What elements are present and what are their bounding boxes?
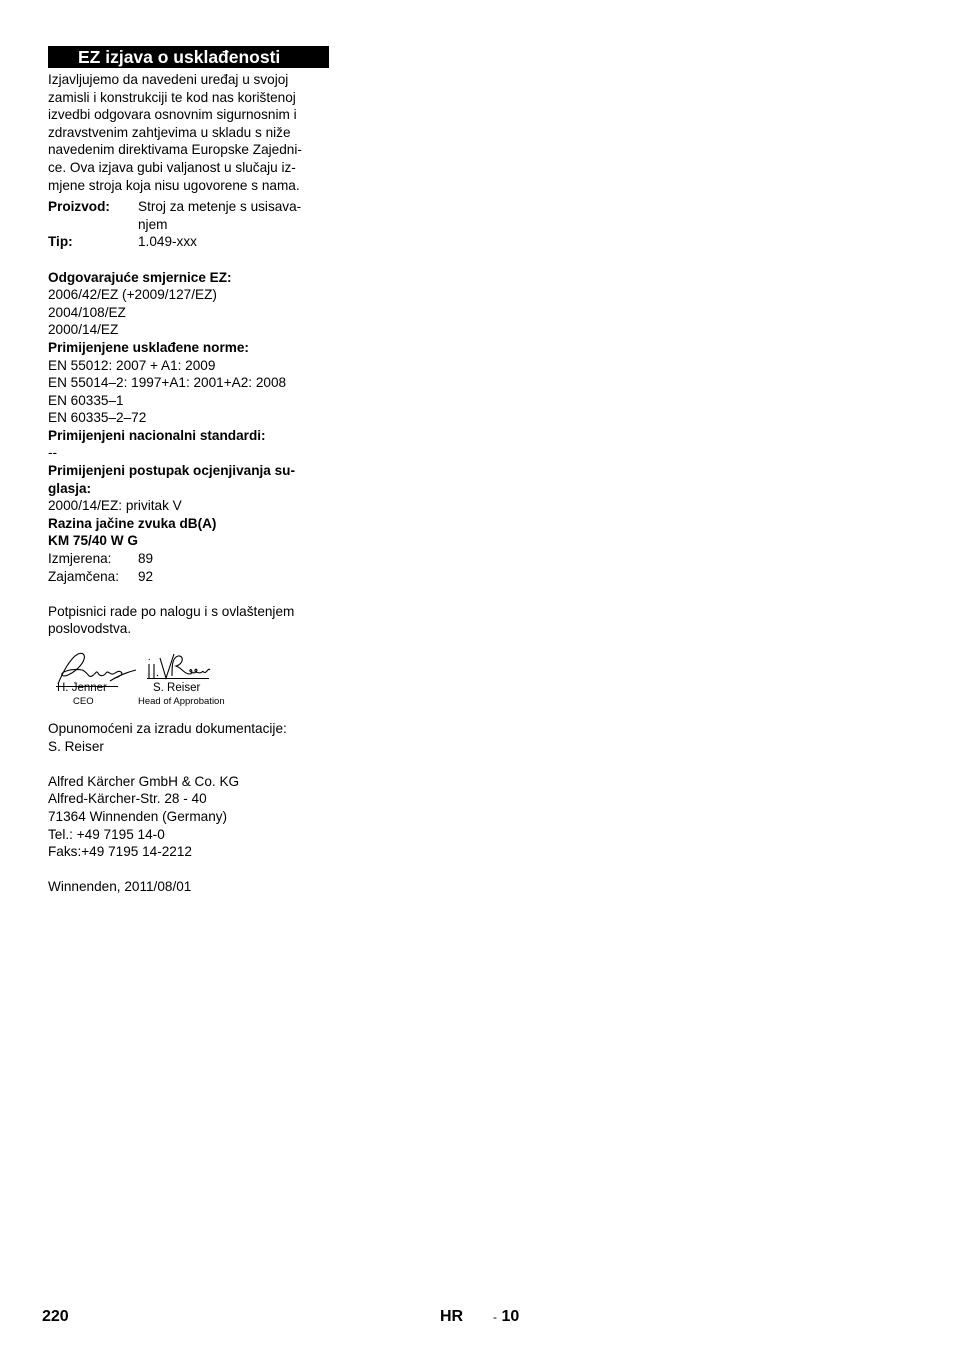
intro-line: Izjavljujemo da navedeni uređaj u svojoj xyxy=(48,72,289,87)
signatories-text: Potpisnici rade po nalogu i s ovlaštenjem xyxy=(48,603,295,619)
procedure-heading-cont: glasja: xyxy=(48,480,92,496)
documentation-label: Opunomoćeni za izradu dokumentacije: xyxy=(48,721,287,736)
norm-item: EN 55012: 2007 + A1: 2009 xyxy=(48,357,216,373)
sound-heading: Razina jačine zvuka dB(A) xyxy=(48,515,217,531)
intro-line: izvedbi odgovara osnovnim sigurnosnim i xyxy=(48,107,297,123)
address-line: 71364 Winnenden (Germany) xyxy=(48,808,228,824)
address-line: Tel.: +49 7195 14-0 xyxy=(48,826,165,842)
signer-left-name: H. Jenner xyxy=(57,682,107,694)
local-page-number: 10 xyxy=(501,1308,520,1325)
sound-model: KM 75/40 W G xyxy=(48,533,138,549)
local-page xyxy=(493,1307,519,1327)
norm-item: EN 60335–1 xyxy=(48,392,124,408)
signature-block xyxy=(48,648,329,712)
product-label: Proizvod: xyxy=(48,199,110,215)
signer-right-role: Head of Approbation xyxy=(138,696,225,707)
norm-item: EN 60335–2–72 xyxy=(48,410,147,426)
directive-item: 2004/108/EZ xyxy=(48,304,126,320)
procedure-value: 2000/14/EZ: privitak V xyxy=(48,498,182,514)
product-value: Stroj za metenje s usisava- xyxy=(138,199,302,215)
address-line: Alfred-Kärcher-Str. 28 - 40 xyxy=(48,791,207,807)
type-row xyxy=(48,233,329,251)
product-row xyxy=(48,198,329,233)
national-standards-value: -- xyxy=(48,445,58,461)
product-value-cont: njem xyxy=(138,216,168,232)
intro-line: zamisli i konstrukciji te kod nas korištenoj xyxy=(48,89,296,105)
directive-item: 2000/14/EZ xyxy=(48,322,119,338)
measured-label: Izmjerena: xyxy=(48,551,112,567)
address-line: Alfred Kärcher GmbH & Co. KG xyxy=(48,773,240,789)
address-line: Faks:+49 7195 14-2212 xyxy=(48,844,192,860)
guaranteed-value: 92 xyxy=(138,568,154,584)
intro-line: navedenim direktivama Europske Zajedni- xyxy=(48,142,302,158)
procedure-heading: Primijenjeni postupak ocjenjivanja su- xyxy=(48,463,296,479)
signer-left-role: CEO xyxy=(73,696,94,707)
intro-paragraph xyxy=(48,71,329,194)
place-date: Winnenden, 2011/08/01 xyxy=(48,879,192,895)
norm-item: EN 55014–2: 1997+A1: 2001+A2: 2008 xyxy=(48,375,287,391)
guaranteed-label: Zajamčena: xyxy=(48,568,120,584)
directive-item: 2006/42/EZ (+2009/127/EZ) xyxy=(48,287,217,303)
measured-value: 89 xyxy=(138,551,154,567)
declaration-column xyxy=(48,46,329,896)
intro-line: zdravstvenim zahtjevima u skladu s niže xyxy=(48,124,291,140)
national-standards-heading: Primijenjeni nacionalni standardi: xyxy=(48,427,266,443)
signatories-text-cont: poslovodstva. xyxy=(48,621,132,637)
page-separator: - xyxy=(493,1310,497,1324)
signature-line-right xyxy=(147,678,209,679)
language-code: HR xyxy=(440,1308,464,1325)
section-title: EZ izjava o usklađenosti xyxy=(48,46,329,68)
guaranteed-row xyxy=(48,568,329,586)
intro-line: ce. Ova izjava gubi valjanost u slučaju iz- xyxy=(48,159,296,175)
page-number: 220 xyxy=(42,1308,69,1325)
type-value: 1.049-xxx xyxy=(138,234,197,250)
norms-heading: Primijenjene usklađene norme: xyxy=(48,339,249,355)
intro-line: mjene stroja koja nisu ugovorene s nama. xyxy=(48,177,300,193)
signer-right-name: S. Reiser xyxy=(153,682,201,694)
measured-row xyxy=(48,550,329,568)
directives-heading: Odgovarajuće smjernice EZ: xyxy=(48,269,232,285)
documentation-name: S. Reiser xyxy=(48,738,104,754)
type-label: Tip: xyxy=(48,234,73,250)
